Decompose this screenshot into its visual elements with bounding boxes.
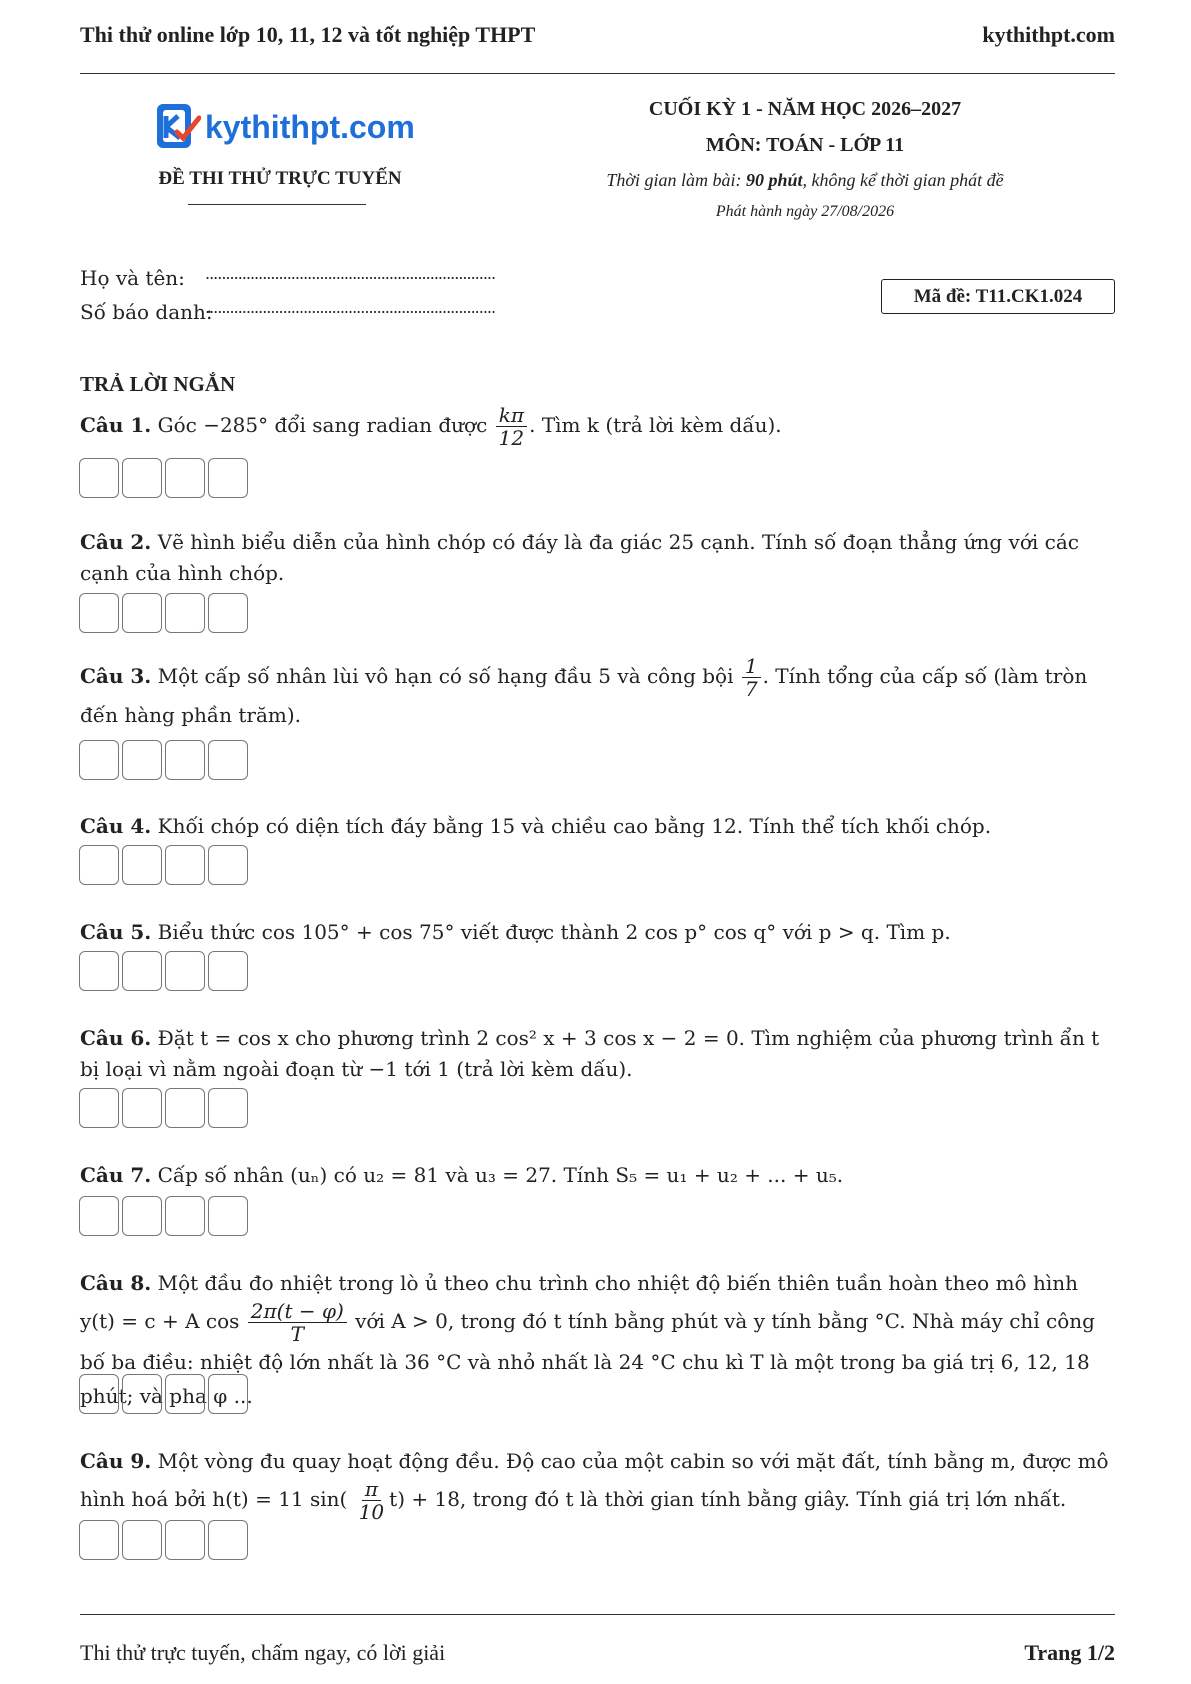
answer-boxes-3[interactable] (79, 740, 251, 780)
footer-tagline: Thi thử trực tuyến, chấm ngay, có lời giải (80, 1640, 446, 1665)
answer-cell[interactable] (79, 458, 119, 498)
answer-cell[interactable] (165, 458, 205, 498)
footer-divider (80, 1614, 1115, 1615)
question-7 (80, 1160, 1115, 1191)
fraction-denominator: T (290, 1322, 304, 1346)
answer-boxes-4[interactable] (79, 845, 251, 885)
section-title: TRẢ LỜI NGẮN (80, 372, 236, 396)
question-8-label: Câu 8. (80, 1271, 152, 1295)
name-label: Họ và tên: (80, 266, 185, 290)
answer-cell[interactable] (208, 458, 248, 498)
header-divider (80, 73, 1115, 74)
answer-cell[interactable] (79, 951, 119, 991)
answer-cell[interactable] (208, 593, 248, 633)
answer-cell[interactable] (208, 1088, 248, 1128)
question-4 (80, 811, 1115, 842)
name-field[interactable]: ....................................................................... (205, 264, 496, 283)
answer-boxes-9[interactable] (79, 1520, 251, 1560)
answer-cell[interactable] (208, 1374, 248, 1414)
question-7-text: Cấp số nhân (uₙ) có u₂ = 81 và u₃ = 27. Tính S₅ = u₁ + u₂ + ... + u₅. (157, 1163, 844, 1187)
answer-cell[interactable] (208, 740, 248, 780)
question-8-text-end: với A > 0, trong đó t tính bằng phút và y tính bằng °C. Nhà máy chỉ công bố ba điều: nhiệt độ lớn nhất là 36 °C và nhỏ nhất là 24 °C chu kì T là một trong ba giá trị 6, 12, 18 phút; và pha φ ... (80, 1309, 1095, 1408)
answer-cell[interactable] (165, 593, 205, 633)
question-5-label: Câu 5. (80, 920, 152, 944)
answer-cell[interactable] (79, 1374, 119, 1414)
answer-boxes-6[interactable] (79, 1088, 251, 1128)
fraction-denominator: 7 (744, 677, 758, 701)
question-9-text: Một vòng đu quay hoạt động đều. Độ cao của một cabin so với mặt đất, tính bằng m, được mô hình hoá bởi h(t) = 11 sin( (80, 1449, 1109, 1511)
answer-cell[interactable] (79, 740, 119, 780)
answer-cell[interactable] (165, 740, 205, 780)
question-9 (80, 1444, 1115, 1523)
question-2-label: Câu 2. (80, 530, 152, 554)
header-site-url[interactable]: kythithpt.com (982, 22, 1115, 47)
answer-cell[interactable] (122, 1088, 162, 1128)
question-3-label: Câu 3. (80, 664, 152, 688)
answer-boxes-5[interactable] (79, 951, 251, 991)
fraction-numerator: kπ (496, 404, 527, 427)
question-2-text: Vẽ hình biểu diễn của hình chóp có đáy là đa giác 25 cạnh. Tính số đoạn thẳng ứng với các cạnh của hình chóp. (80, 530, 1079, 585)
question-6-text: Đặt t = cos x cho phương trình 2 cos² x + 3 cos x − 2 = 0. Tìm nghiệm của phương trình ẩn t bị loại vì nằm ngoài đoạn từ −1 tới 1 (trả lời kèm dấu). (80, 1026, 1100, 1081)
question-5-text: Biểu thức cos 105° + cos 75° viết được thành 2 cos p° cos q° với p > q. Tìm p. (157, 920, 951, 944)
answer-cell[interactable] (79, 1088, 119, 1128)
exam-duration (540, 170, 1070, 191)
answer-cell[interactable] (165, 951, 205, 991)
answer-cell[interactable] (79, 845, 119, 885)
answer-cell[interactable] (122, 1374, 162, 1414)
logo-wordmark: kythithpt.com (205, 108, 415, 145)
question-1-fraction (496, 404, 527, 449)
question-6-label: Câu 6. (80, 1026, 152, 1050)
question-9-text-end: t) + 18, trong đó t là thời gian tính bằng giây. Tính giá trị lớn nhất. (389, 1487, 1067, 1511)
question-3-fraction (742, 655, 761, 700)
fraction-numerator: π (362, 1478, 381, 1501)
header-site-title: Thi thử online lớp 10, 11, 12 và tốt nghiệp THPT (80, 22, 536, 47)
page-number: Trang 1/2 (1024, 1640, 1115, 1665)
fraction-denominator: 10 (358, 1500, 385, 1524)
question-8-text: Một đầu đo nhiệt trong lò ủ theo chu trình cho nhiệt độ biến thiên tuần hoàn theo mô hình y(t) = c + A cos (80, 1271, 1078, 1333)
question-5 (80, 917, 1115, 948)
question-1-label: Câu 1. (80, 413, 152, 437)
answer-cell[interactable] (165, 1520, 205, 1560)
fraction-denominator: 12 (498, 426, 525, 450)
answer-cell[interactable] (208, 1520, 248, 1560)
question-8-fraction (248, 1300, 347, 1345)
answer-boxes-2[interactable] (79, 593, 251, 633)
answer-cell[interactable] (122, 593, 162, 633)
answer-cell[interactable] (122, 845, 162, 885)
answer-cell[interactable] (79, 1196, 119, 1236)
answer-cell[interactable] (208, 845, 248, 885)
answer-cell[interactable] (165, 1196, 205, 1236)
fraction-numerator: 1 (742, 655, 761, 678)
subtitle-underline (188, 204, 366, 205)
answer-cell[interactable] (165, 1088, 205, 1128)
question-4-label: Câu 4. (80, 814, 152, 838)
exam-subject: MÔN: TOÁN - LỚP 11 (705, 134, 905, 156)
answer-cell[interactable] (165, 845, 205, 885)
answer-cell[interactable] (165, 1374, 205, 1414)
answer-boxes-1[interactable] (79, 458, 251, 498)
question-9-fraction (356, 1478, 387, 1523)
answer-cell[interactable] (122, 951, 162, 991)
site-logo (153, 102, 415, 152)
question-3-text-end: . Tính tổng của cấp số (làm tròn đến hàng phần trăm). (80, 664, 1088, 727)
question-1-text-end: . Tìm k (trả lời kèm dấu). (529, 413, 782, 437)
answer-cell[interactable] (79, 1520, 119, 1560)
question-9-label: Câu 9. (80, 1449, 152, 1473)
answer-cell[interactable] (122, 1196, 162, 1236)
question-1 (80, 404, 1115, 449)
answer-cell[interactable] (122, 1520, 162, 1560)
question-2 (80, 527, 1115, 589)
question-3-text: Một cấp số nhân lùi vô hạn có số hạng đầu 5 và công bội (157, 664, 734, 688)
duration-value: 90 phút (746, 170, 803, 190)
duration-prefix: Thời gian làm bài: (606, 170, 746, 190)
answer-cell[interactable] (208, 1196, 248, 1236)
answer-boxes-8[interactable] (79, 1374, 251, 1414)
question-6 (80, 1023, 1115, 1085)
answer-cell[interactable] (122, 740, 162, 780)
duration-suffix: , không kể thời gian phát đề (802, 170, 1004, 190)
answer-cell[interactable] (208, 951, 248, 991)
answer-cell[interactable] (79, 593, 119, 633)
exam-code-box: Mã đề: T11.CK1.024 (881, 279, 1115, 314)
question-1-text: Góc −285° đổi sang radian được (157, 413, 488, 437)
student-id-field[interactable]: ....................................................................... (205, 298, 496, 317)
fraction-numerator: 2π(t − φ) (248, 1300, 347, 1323)
question-7-label: Câu 7. (80, 1163, 152, 1187)
exam-title: CUỐI KỲ 1 - NĂM HỌC 2026–2027 (648, 98, 962, 120)
answer-cell[interactable] (122, 458, 162, 498)
answer-boxes-7[interactable] (79, 1196, 251, 1236)
release-date: Phát hành ngày 27/08/2026 (715, 203, 895, 220)
student-id-label: Số báo danh: (80, 300, 213, 324)
exam-type-subtitle: ĐỀ THI THỬ TRỰC TUYẾN (158, 168, 402, 189)
question-4-text: Khối chóp có diện tích đáy bằng 15 và chiều cao bằng 12. Tính thể tích khối chóp. (157, 814, 992, 838)
question-3 (80, 655, 1115, 731)
logo-icon (153, 102, 201, 152)
